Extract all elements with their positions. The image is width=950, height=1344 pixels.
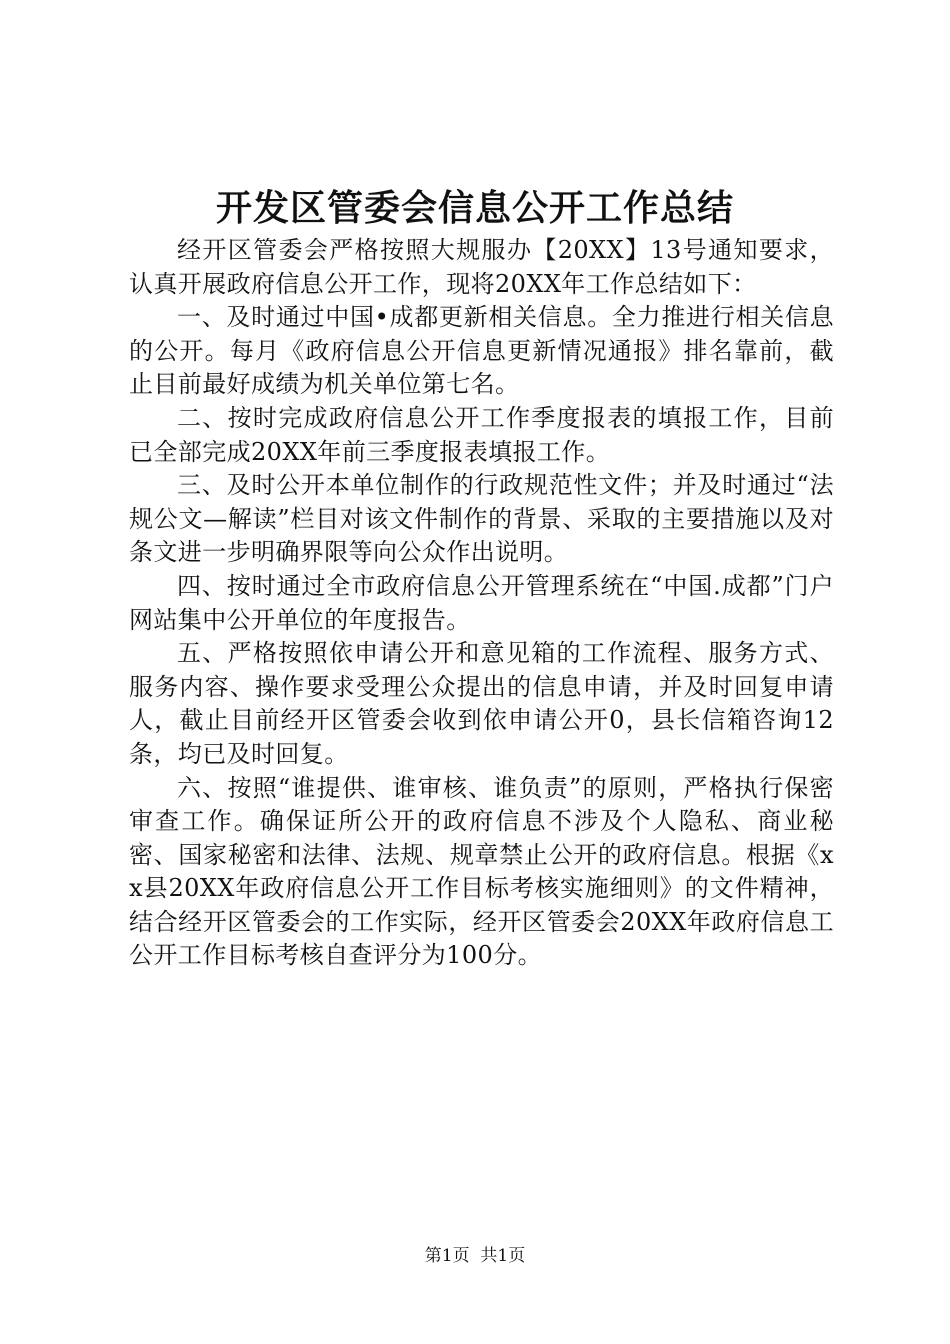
page-number-total: 共1页 — [480, 1246, 526, 1266]
paragraph-item-3: 三、及时公开本单位制作的行政规范性文件；并及时通过“法规公文—解读”栏目对该文件制作的背景、采取的主要措施以及对条文进一步明确界限等向公众作出说明。 — [129, 471, 834, 567]
footer-separator — [470, 1246, 481, 1266]
document-body — [129, 234, 834, 973]
paragraph-item-6: 六、按照“谁提供、谁审核、谁负责”的原则，严格执行保密审查工作。确保证所公开的政府信息不涉及个人隐私、商业秘密、国家秘密和法律、法规、规章禁止公开的政府信息。根据《xx县20XX年政府信息公开工作目标考核实施细则》的文件精神，结合经开区管委会的工作实际，经开区管委会20XX年政府信息工公开工作目标考核自查评分为100分。 — [129, 773, 834, 970]
document-title: 开发区管委会信息公开工作总结 — [215, 187, 734, 229]
paragraph-item-4: 四、按时通过全市政府信息公开管理系统在“中国.成都”门户网站集中公开单位的年度报告。 — [129, 571, 834, 634]
page-number-current: 第1页 — [424, 1246, 470, 1266]
paragraph-item-5: 五、严格按照依申请公开和意见箱的工作流程、服务方式、服务内容、操作要求受理公众提出的信息申请，并及时回复申请人，截止目前经开区管委会收到依申请公开0，县长信箱咨询12条，均已及时回复。 — [129, 639, 834, 768]
paragraph-intro: 经开区管委会严格按照大规服办【20XX】13号通知要求，认真开展政府信息公开工作，现将20XX年工作总结如下： — [129, 236, 834, 298]
page-footer — [0, 1244, 950, 1268]
paragraph-item-1: 一、及时通过中国•成都更新相关信息。全力推进行相关信息的公开。每月《政府信息公开信息更新情况通报》排名靠前，截止目前最好成绩为机关单位第七名。 — [129, 303, 834, 399]
paragraph-item-2: 二、按时完成政府信息公开工作季度报表的填报工作，目前已全部完成20XX年前三季度报表填报工作。 — [129, 403, 834, 466]
